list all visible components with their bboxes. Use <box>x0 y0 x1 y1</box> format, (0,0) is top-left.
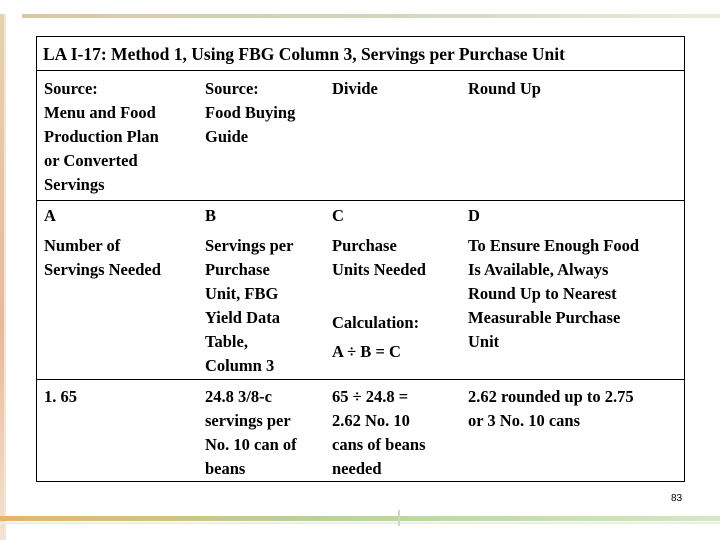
data-line: 1. 65 <box>44 387 77 406</box>
data-line: No. 10 can of <box>205 435 297 454</box>
data-line: cans of beans <box>332 435 426 454</box>
data-cell-b <box>205 385 330 481</box>
page-number: 83 <box>671 493 683 504</box>
column-letter-d: D <box>468 206 480 225</box>
source-line: Servings <box>44 175 105 194</box>
source-cell-fbg <box>205 77 325 149</box>
calculation-label: Calculation: <box>332 313 420 332</box>
bottom-decorative-stripe <box>0 522 720 524</box>
bottom-decorative-bar <box>0 516 720 521</box>
data-line: 2.62 No. 10 <box>332 411 410 430</box>
column-letter-b: B <box>205 206 217 225</box>
left-decorative-stripe <box>4 14 6 540</box>
source-cell-round-up <box>468 77 680 101</box>
header-line: Unit <box>468 332 500 351</box>
method-table <box>36 36 685 482</box>
data-cell-a <box>44 385 194 409</box>
top-decorative-bar <box>22 14 720 18</box>
data-cell-c <box>332 385 462 481</box>
data-line: 24.8 3/8-c <box>205 387 272 406</box>
header-cell-d <box>468 204 682 354</box>
data-cell-d <box>468 385 682 433</box>
source-line: Menu and Food <box>44 103 156 122</box>
data-line: servings per <box>205 411 291 430</box>
row-divider <box>37 379 684 380</box>
bottom-decorative-tick <box>398 510 400 526</box>
calculation-formula: A ÷ B = C <box>332 342 401 361</box>
header-cell-a <box>44 204 199 282</box>
header-line: To Ensure Enough Food <box>468 236 640 255</box>
source-line: Guide <box>205 127 249 146</box>
source-line: Source: <box>44 79 98 98</box>
header-line: Yield Data <box>205 308 281 327</box>
header-cell-c <box>332 204 462 364</box>
column-letter-a: A <box>44 206 56 225</box>
source-line: Divide <box>332 79 378 98</box>
source-line: Food Buying <box>205 103 296 122</box>
data-line: or 3 No. 10 cans <box>468 411 580 430</box>
column-letter-c: C <box>332 206 344 225</box>
header-cell-b <box>205 204 330 378</box>
source-line: Source: <box>205 79 259 98</box>
data-line: needed <box>332 459 382 478</box>
header-line: Units Needed <box>332 260 426 279</box>
header-line: Unit, FBG <box>205 284 279 303</box>
table-title: LA I-17: Method 1, Using FBG Column 3, Servings per Purchase Unit <box>37 37 684 71</box>
source-line: or Converted <box>44 151 138 170</box>
header-line: Purchase <box>205 260 270 279</box>
header-line: Round Up to Nearest <box>468 284 617 303</box>
data-line: 65 ÷ 24.8 = <box>332 387 409 406</box>
header-line: Is Available, Always <box>468 260 609 279</box>
header-line: Table, <box>205 332 248 351</box>
header-line: Servings per <box>205 236 294 255</box>
header-line: Purchase <box>332 236 397 255</box>
header-line: Measurable Purchase <box>468 308 621 327</box>
row-divider <box>37 200 684 201</box>
source-line: Production Plan <box>44 127 159 146</box>
source-cell-menu <box>44 77 194 197</box>
header-line: Servings Needed <box>44 260 161 279</box>
header-line: Number of <box>44 236 121 255</box>
source-cell-divide <box>332 77 457 101</box>
source-line: Round Up <box>468 79 541 98</box>
data-line: 2.62 rounded up to 2.75 <box>468 387 634 406</box>
header-line: Column 3 <box>205 356 275 375</box>
data-line: beans <box>205 459 246 478</box>
